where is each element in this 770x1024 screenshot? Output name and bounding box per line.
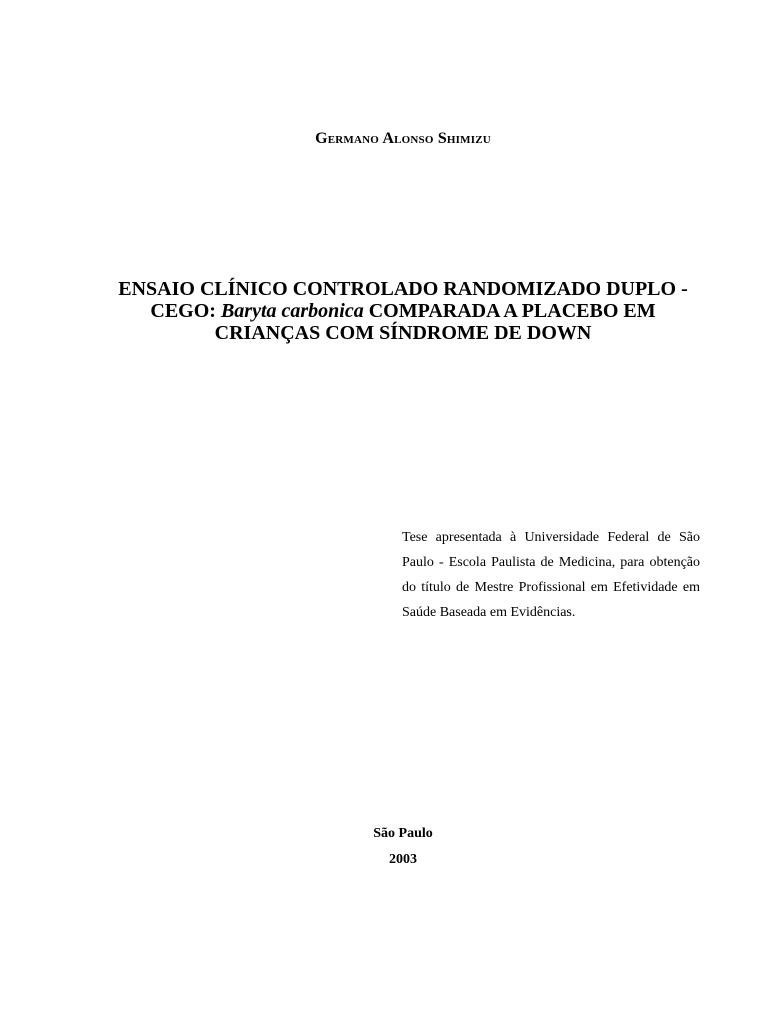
title-species: Baryta carbonica	[220, 300, 364, 322]
city: São Paulo	[373, 826, 433, 841]
year: 2003	[389, 852, 417, 867]
title-part-1: ENSAIO CLÍNICO CONTROLADO RANDOMIZADO DUPLO - CEGO:	[118, 278, 688, 322]
thesis-title	[100, 278, 706, 344]
author-name: Germano Alonso Shimizu	[315, 130, 491, 147]
title-part-2: COMPARADA A PLACEBO EM CRIANÇAS COM SÍNDROME DE DOWN	[214, 300, 656, 344]
place-and-year	[0, 821, 770, 873]
submission-note: Tese apresentada à Universidade Federal de São Paulo - Escola Paulista de Medicina, para obtenção do título de Mestre Profissional em Efetividade em Saúde Baseada em Evidências.	[402, 530, 700, 620]
